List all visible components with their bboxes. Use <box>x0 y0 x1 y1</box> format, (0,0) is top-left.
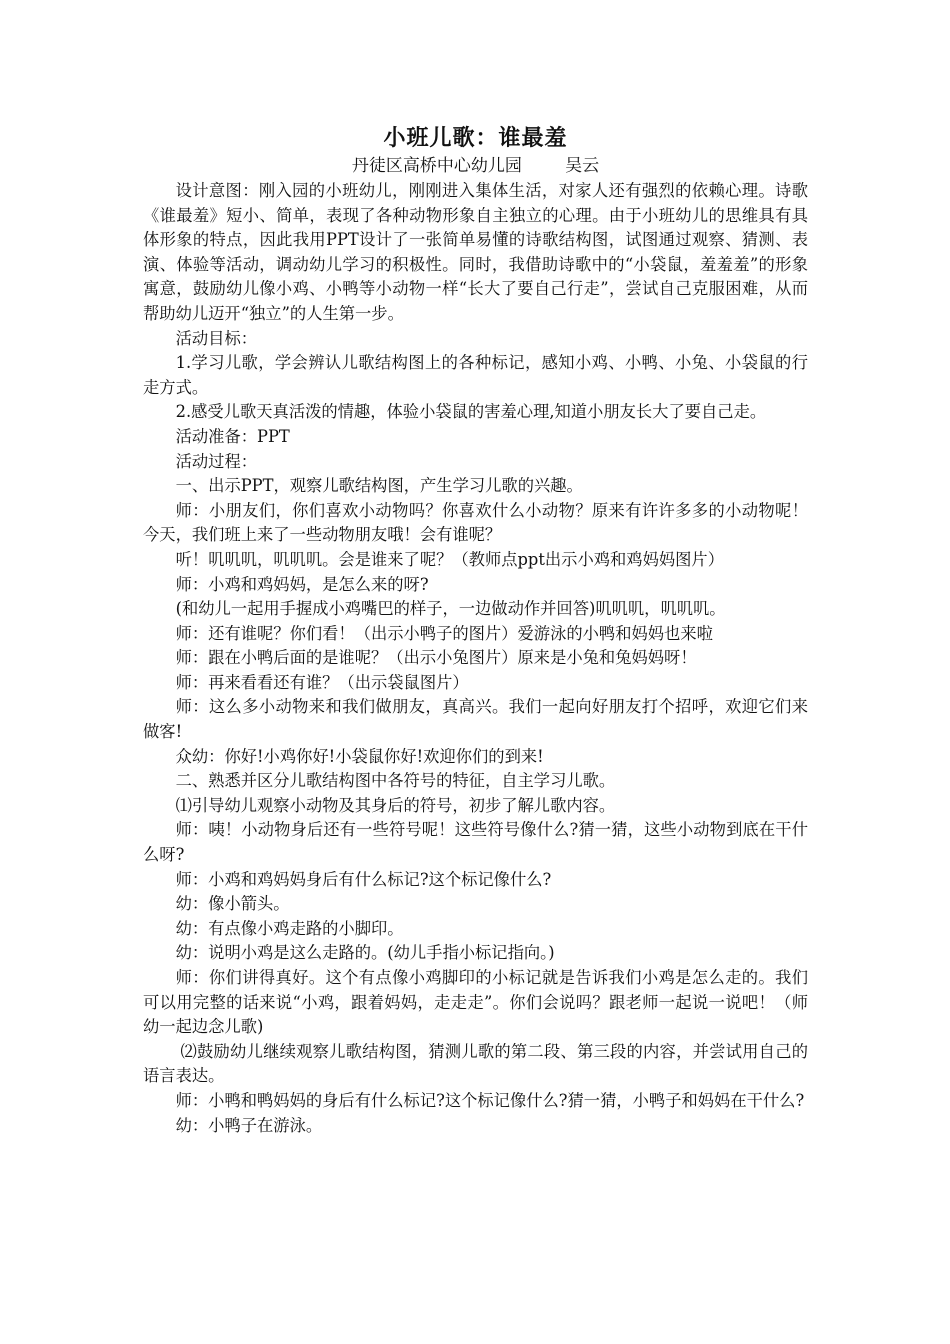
paragraph-dialogue: 师：你们讲得真好。这个有点像小鸡脚印的小标记就是告诉我们小鸡是怎么走的。我们可以用完整的话来说“小鸡，跟着妈妈，走走走”。你们会说吗？跟老师一起说一说吧！（师幼一起边念儿歌) <box>143 968 808 1037</box>
author-line: 丹徒区高桥中心幼儿园 吴云 <box>351 156 600 176</box>
paragraph-dialogue: (和幼儿一起用手握成小鸡嘴巴的样子，一边做动作并回答)叽叽叽，叽叽叽。 <box>175 599 726 619</box>
paragraph-dialogue: 师：小鸡和鸡妈妈身后有什么标记?这个标记像什么? <box>175 869 552 889</box>
paragraph-dialogue: 师：还有谁呢？你们看！（出示小鸭子的图片）爱游泳的小鸭和妈妈也来啦 <box>175 623 713 643</box>
paragraph-substep-1: ⑴引导幼儿观察小动物及其身后的符号，初步了解儿歌内容。 <box>175 795 616 815</box>
paragraph-dialogue: 众幼：你好!小鸡你好!小袋鼠你好!欢迎你们的到来! <box>175 746 544 766</box>
paragraph-step-1-heading: 一、出示PPT，观察儿歌结构图，产生学习儿歌的兴趣。 <box>175 476 583 496</box>
paragraph-objective-2: 2.感受儿歌天真活泼的情趣，体验小袋鼠的害羞心理,知道小朋友长大了要自己走。 <box>175 402 767 422</box>
paragraph-dialogue: 师：小朋友们，你们喜欢小动物吗？你喜欢什么小动物？原来有许许多多的小动物呢！今天，我们班上来了一些动物朋友哦！会有谁呢？ <box>143 500 808 545</box>
paragraph-dialogue: 幼：像小箭头。 <box>175 894 290 914</box>
paragraph-dialogue: 师：再来看看还有谁？（出示袋鼠图片） <box>175 672 469 692</box>
paragraph-dialogue: 师：小鸭和鸭妈妈的身后有什么标记?这个标记像什么?猜一猜，小鸭子和妈妈在干什么? <box>175 1090 805 1110</box>
paragraph-substep-2: ⑵鼓励幼儿继续观察儿歌结构图，猜测儿歌的第二段、第三段的内容，并尝试用自己的语言表达。 <box>143 1041 808 1086</box>
paragraph-dialogue: 师：这么多小动物来和我们做朋友，真高兴。我们一起向好朋友打个招呼，欢迎它们来做客! <box>143 697 808 742</box>
paragraph-dialogue: 师：咦！小动物身后还有一些符号呢！这些符号像什么?猜一猜，这些小动物到底在干什么呀? <box>143 820 808 865</box>
paragraph-process-heading: 活动过程： <box>175 451 258 471</box>
paragraph-dialogue: 师：跟在小鸭后面的是谁呢？（出示小兔图片）原来是小兔和兔妈妈呀！ <box>175 648 697 668</box>
document-body <box>143 123 808 1138</box>
paragraph-objectives-heading: 活动目标： <box>175 328 258 348</box>
paragraph-design-intent: 设计意图：刚入园的小班幼儿，刚刚进入集体生活，对家人还有强烈的依赖心理。诗歌《谁最羞》短小、简单，表现了各种动物形象自主独立的心理。由于小班幼儿的思维具有具体形象的特点，因此我用PPT设计了一张简单易懂的诗歌结构图，试图通过观察、猜测、表演、体验等活动，调动幼儿学习的积极性。同时，我借助诗歌中的“小袋鼠，羞羞羞”的形象寓意，鼓励幼儿像小鸡、小鸭等小动物一样“长大了要自己行走”，尝试自己克服困难，从而帮助幼儿迈开“独立”的人生第一步。 <box>143 181 808 323</box>
paragraph-preparation: 活动准备：PPT <box>175 426 290 446</box>
paragraph-dialogue: 幼：有点像小鸡走路的小脚印。 <box>175 918 404 938</box>
document-title: 小班儿歌：谁最羞 <box>383 125 568 151</box>
paragraph-dialogue: 幼：说明小鸡是这么走路的。(幼儿手指小标记指向。) <box>175 943 555 963</box>
paragraph-dialogue: 听！叽叽叽，叽叽叽。会是谁来了呢？（教师点ppt出示小鸡和鸡妈妈图片） <box>175 549 724 569</box>
paragraph-dialogue: 师：小鸡和鸡妈妈，是怎么来的呀? <box>175 574 429 594</box>
paragraph-objective-1: 1.学习儿歌，学会辨认儿歌结构图上的各种标记，感知小鸡、小鸭、小兔、小袋鼠的行走方式。 <box>143 353 808 397</box>
paragraph-dialogue: 幼：小鸭子在游泳。 <box>175 1115 323 1135</box>
paragraph-step-2-heading: 二、熟悉并区分儿歌结构图中各符号的特征，自主学习儿歌。 <box>175 771 616 791</box>
